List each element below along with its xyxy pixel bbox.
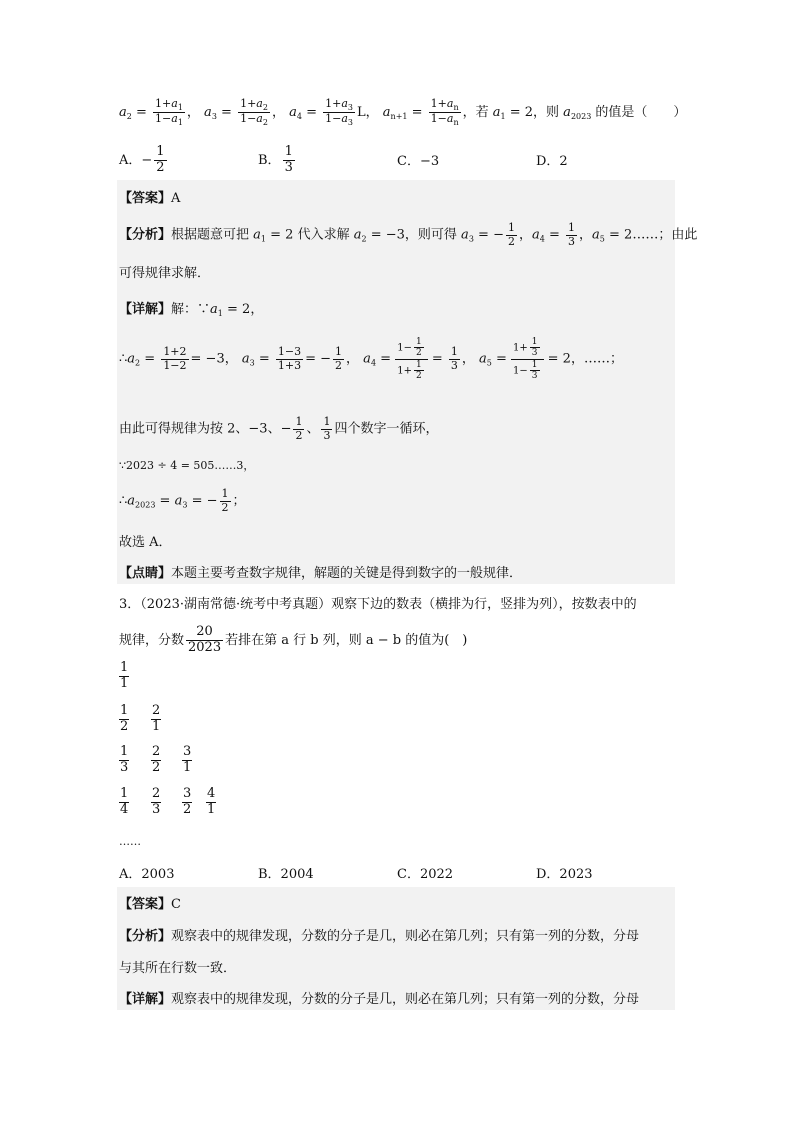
q3-option-a[interactable]: A．2003 — [119, 867, 175, 882]
q3-option-b[interactable]: B．2004 — [258, 867, 314, 882]
q2-detail-line-4: ∵2023 ÷ 4 = 505……3， — [119, 459, 255, 472]
q2-detail-line-1: 【详解】解：$\because a_1 = 2$， — [119, 302, 264, 318]
q2-detail-line-3: 由此可得规律为按 2、−3、− $\frac{1}{2}$ 、 $\frac{1}{3}$ 四个数字一循环， — [119, 415, 439, 442]
q2-comment: 【点睛】本题主要考查数字规律，解题的关键是得到数字的一般规律． — [119, 566, 523, 581]
q3-stem-line-1: 3．（2023·湖南常德·统考中考真题）观察下边的数表（横排为行，竖排为列），按数表中的 — [119, 597, 637, 612]
fraction: $\frac{1+a_2}{1-a_2}$ — [240, 97, 268, 128]
table-cell: $\frac{3}{2}$ — [183, 786, 192, 817]
q2-detail-line-2: $\therefore a_2$ = $\frac{1+2}{1-2}$ = −3， $a_3$ = $\frac{1-3}{1+3}$ = − $\frac{1}{2}$ ， $a_4$ = 1− $\frac{1}{2}$ 1+ $\frac{1}{2}$ = $\frac{1}{3}$ ， $a_5$ = 1+ $\frac{1}{3}$ 1− $\frac{1}{3}$ = 2，……； — [119, 337, 623, 382]
q2-analysis-line-2: 可得规律求解． — [119, 266, 211, 281]
q3-stem-line-2: 规律，分数 $\frac{20}{2023}$ 若排在第 a 行 b 列，则 a − b 的值为( ) — [119, 624, 468, 655]
q3-option-d[interactable]: D．2023 — [536, 867, 593, 882]
q2-stem-line: $a_2$ = $\frac{1+a_1}{1-a_1}$ ， $a_3$ = $\frac{1+a_2}{1-a_2}$ ， $a_4$ = $\frac{1+a_3}{1-a_3}$ L， $a_{n+1}$ = $\frac{1+a_n}{1-a_n}$ ，若 $a_1 = 2$，则 $a_{2023}$ 的值是（ ） — [119, 97, 687, 128]
q2-option-a[interactable]: A．− $\frac{1}{2}$ — [119, 144, 165, 175]
table-cell: $\frac{3}{1}$ — [183, 744, 192, 775]
q3-option-c[interactable]: C．2022 — [397, 867, 454, 882]
table-cell: $\frac{2}{3}$ — [152, 786, 161, 817]
q2-option-b[interactable]: B． $\frac{1}{3}$ — [258, 144, 293, 175]
table-cell: $\frac{4}{1}$ — [207, 786, 216, 817]
q2-option-c[interactable]: C．−3 — [397, 154, 440, 169]
fraction: $\frac{1+a_3}{1-a_3}$ — [325, 97, 353, 128]
q2-detail-line-5: $\therefore a_{2023} = a_3$ = − $\frac{1}{2}$ ； — [119, 487, 246, 514]
table-cell: $\frac{1}{4}$ — [120, 786, 129, 817]
table-cell: $\frac{1}{1}$ — [120, 660, 129, 691]
q3-analysis-line-1: 【分析】观察表中的规律发现，分数的分子是几，则必在第几列；只有第一列的分数，分母 — [119, 929, 640, 944]
ellipsis-mark: L — [357, 105, 366, 121]
q3-detail-line-1: 【详解】观察表中的规律发现，分数的分子是几，则必在第几列；只有第一列的分数，分母 — [119, 992, 640, 1007]
table-cell: $\frac{1}{2}$ — [120, 703, 129, 734]
q3-answer: 【答案】C — [119, 897, 181, 912]
q2-option-d[interactable]: D．2 — [536, 154, 568, 169]
table-cell: $\frac{2}{1}$ — [152, 703, 161, 734]
q2-detail-line-6: 故选 A． — [119, 535, 172, 550]
fraction: $\frac{1+a_n}{1-a_n}$ — [430, 97, 459, 128]
table-cell: $\frac{1}{3}$ — [120, 744, 129, 775]
fraction: $\frac{1+a_1}{1-a_1}$ — [155, 97, 183, 128]
q2-answer: 【答案】A — [119, 191, 181, 206]
table-cell: $\frac{2}{2}$ — [152, 744, 161, 775]
q2-analysis-line-1: 【分析】根据题意可把 $a_1 = 2$ 代入求解 $a_2 = -3$，则可得 $a_3$ = − $\frac{1}{2}$ ，$a_4$ = $\frac{1}{3}$ ，$a_5$ = 2……；由此 — [119, 221, 698, 248]
table-ellipsis: …… — [119, 835, 141, 848]
q3-analysis-line-2: 与其所在行数一致． — [119, 961, 237, 976]
